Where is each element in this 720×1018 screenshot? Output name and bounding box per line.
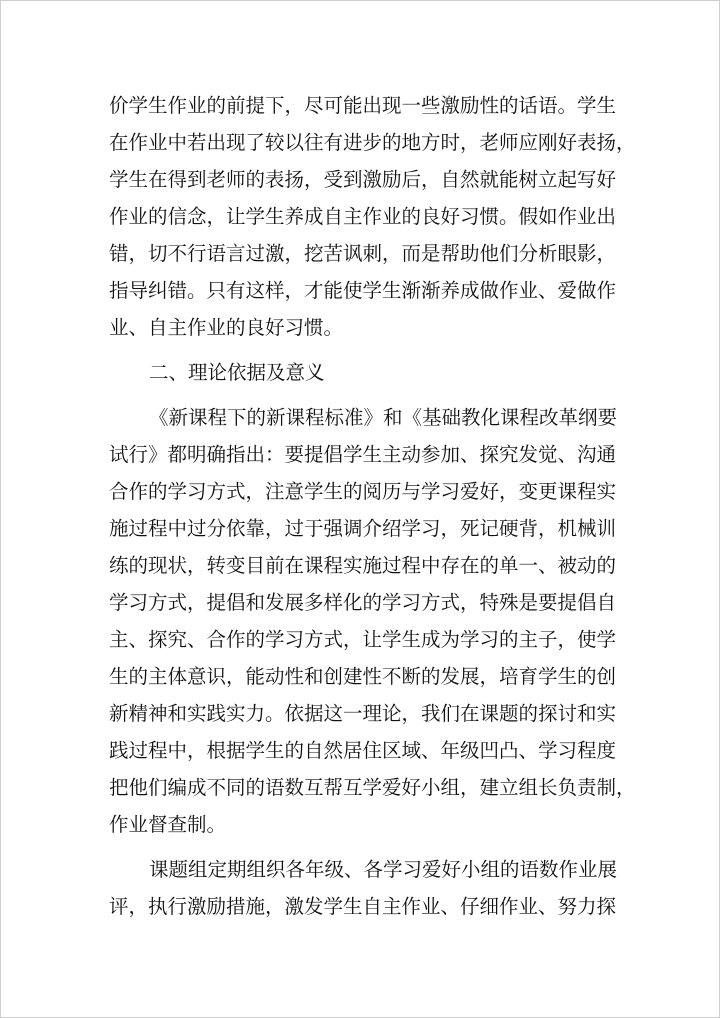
paragraph-1 xyxy=(109,87,636,346)
text-line: 学生在得到老师的表扬，受到激励后，自然就能树立起写好 xyxy=(109,168,617,191)
text-line: 合作的学习方式，注意学生的阅历与学习爱好，变更课程实 xyxy=(109,480,617,503)
text-line: 试行》都明确指出：要提倡学生主动参加、探究发觉、沟通 xyxy=(109,443,617,466)
paragraph-3 xyxy=(109,851,618,925)
text-line: 把他们编成不同的语数互帮互学爱好小组，建立组长负责制， xyxy=(109,776,636,799)
text-line: 课题组定期组织各年级、各学习爱好小组的语数作业展 xyxy=(149,858,618,881)
paragraph-2 xyxy=(109,399,636,843)
text-line: 《新课程下的新课程标准》和《基础教化课程改革纲要 xyxy=(149,406,618,429)
text-line: 错，切不行语言过激，挖苦讽刺，而是帮助他们分析眼影， xyxy=(109,242,617,265)
text-line: 练的现状，转变目前在课程实施过程中存在的单一、被动的 xyxy=(109,554,617,577)
paragraph-spacer xyxy=(109,843,613,851)
text-line: 价学生作业的前提下，尽可能出现一些激励性的话语。学生 xyxy=(109,94,617,117)
text-line: 新精神和实践实力。依据这一理论，我们在课题的探讨和实 xyxy=(109,702,617,725)
text-line: 作业的信念，让学生养成自主作业的良好习惯。假如作业出 xyxy=(109,205,617,228)
text-line: 作业督查制。 xyxy=(109,813,227,836)
text-line: 践过程中，根据学生的自然居住区域、年级凹凸、学习程度 xyxy=(109,739,617,762)
paragraph-spacer xyxy=(109,346,613,354)
document-body xyxy=(109,87,636,925)
section-heading xyxy=(109,354,613,391)
text-line: 施过程中过分依靠，过于强调介绍学习，死记硬背，机械训 xyxy=(109,517,617,540)
heading-line: 二、理论依据及意义 xyxy=(149,361,325,384)
text-line: 评，执行激励措施，激发学生自主作业、仔细作业、努力探 xyxy=(109,895,617,918)
text-line: 指导纠错。只有这样，才能使学生渐渐养成做作业、爱做作 xyxy=(109,279,617,302)
text-line: 业、自主作业的良好习惯。 xyxy=(109,316,344,339)
text-line: 在作业中若出现了较以往有进步的地方时，老师应刚好表扬， xyxy=(109,131,636,154)
paragraph-spacer xyxy=(109,391,613,399)
text-line: 主、探究、合作的学习方式，让学生成为学习的主子，使学 xyxy=(109,628,617,651)
text-line: 生的主体意识，能动性和创建性不断的发展，培育学生的创 xyxy=(109,665,617,688)
text-line: 学习方式，提倡和发展多样化的学习方式，特殊是要提倡自 xyxy=(109,591,617,614)
